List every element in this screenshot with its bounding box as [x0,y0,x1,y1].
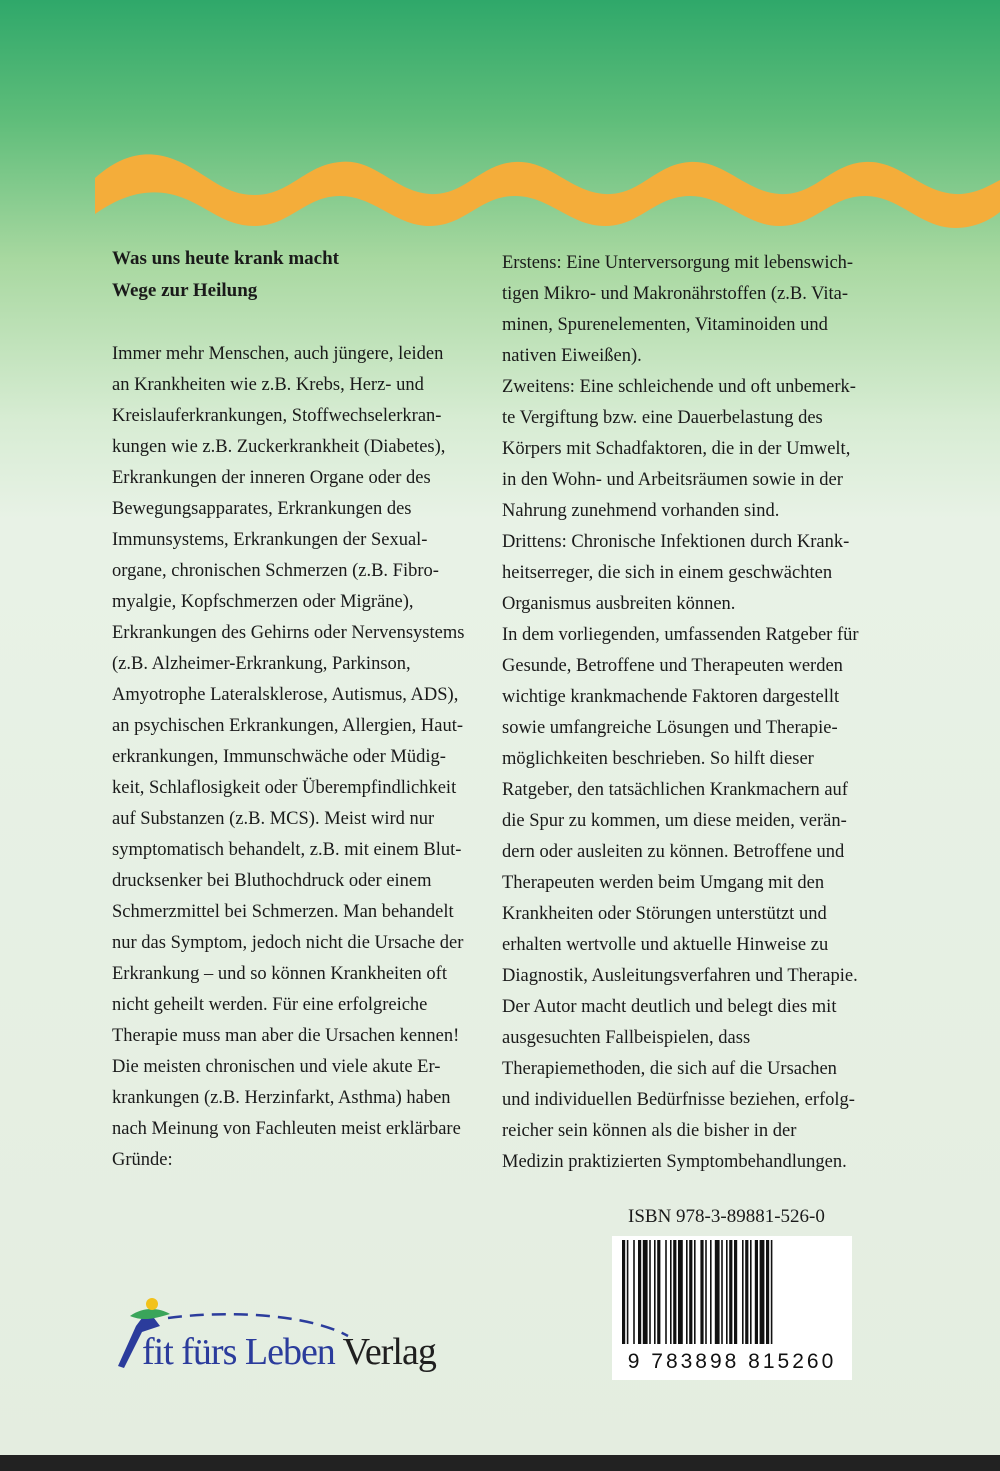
text-line: myalgie, Kopfschmerzen oder Migräne), [112,592,414,612]
orange-wave-band [95,140,1000,230]
barcode-bar [766,1240,769,1344]
text-line: Therapie muss man aber die Ursachen kennen! [112,1026,460,1046]
barcode-bar [686,1240,688,1344]
text-line: die Spur zu kommen, um diese meiden, verän- [502,811,847,831]
barcode-bar [678,1240,683,1344]
barcode-bar [694,1240,696,1344]
barcode-bar [673,1240,676,1344]
text-line: keit, Schlaflosigkeit oder Überempfindlichkeit [112,778,457,798]
text-line: Diagnostik, Ausleitungsverfahren und Therapie. [502,966,858,986]
text-line: Erkrankungen der inneren Organe oder des [112,468,431,488]
isbn-label: ISBN 978-3-89881-526-0 [628,1206,825,1227]
barcode-bar [721,1240,723,1344]
text-line: kungen wie z.B. Zuckerkrankheit (Diabetes), [112,437,446,457]
cover-bottom-edge [0,1455,1000,1471]
text-line: ausgesuchten Fallbeispielen, dass [502,1028,751,1048]
barcode-bar [734,1240,737,1344]
text-line: Erkrankungen des Gehirns oder Nervensystems [112,623,465,643]
text-line: und individuellen Bedürfnisse beziehen, erfolg- [502,1090,855,1110]
barcode-bar [771,1240,773,1344]
text-line: Die meisten chronischen und viele akute Er- [112,1057,441,1077]
barcode-bar [633,1240,635,1344]
text-line: heitserreger, die sich in einem geschwächten [502,563,833,583]
headline-line: Was uns heute krank macht [112,248,339,269]
barcode-bar [726,1240,728,1344]
barcode-bar [638,1240,641,1344]
text-line: auf Substanzen (z.B. MCS). Meist wird nur [112,809,435,829]
barcode-bar [670,1240,672,1344]
text-line: möglichkeiten beschrieben. So hilft dieser [502,749,814,769]
barcode-bar [755,1240,758,1344]
text-line: Drittens: Chronische Infektionen durch Krank- [502,532,850,552]
text-line: Bewegungsapparates, Erkrankungen des [112,499,412,519]
text-line: Kreislauferkrankungen, Stoffwechselerkran- [112,406,442,426]
text-line: Immer mehr Menschen, auch jüngere, leiden [112,344,444,364]
text-line: tigen Mikro- und Makronährstoffen (z.B. Vita- [502,284,849,304]
left-body-text [112,339,484,1176]
spacer [112,307,484,339]
publisher-suffix: Verlag [342,1331,436,1373]
text-line: krankungen (z.B. Herzinfarkt, Asthma) haben [112,1088,451,1108]
text-line: wichtige krankmachende Faktoren dargestellt [502,687,840,707]
text-line: drucksenker bei Bluthochdruck oder einem [112,871,432,891]
barcode-bar [729,1240,732,1344]
text-line: te Vergiftung bzw. eine Dauerbelastung des [502,408,823,428]
text-line: Körpers mit Schadfaktoren, die in der Umwelt, [502,439,851,459]
headline [112,243,484,307]
text-line: in den Wohn- und Arbeitsräumen sowie in der [502,470,843,490]
barcode-digits: 9 783898 815260 [612,1350,852,1374]
text-line: Der Autor macht deutlich und belegt dies mit [502,997,837,1017]
left-text-column [112,243,484,1176]
barcode-bar [665,1240,667,1344]
text-line: an Krankheiten wie z.B. Krebs, Herz- und [112,375,424,395]
wave-shape [95,154,1000,228]
headline-line: Wege zur Heilung [112,280,258,301]
text-line: dern oder ausleiten zu können. Betroffene und [502,842,845,862]
text-line: nach Meinung von Fachleuten meist erklärbare [112,1119,461,1139]
text-line: Erstens: Eine Unterversorgung mit lebenswich- [502,253,854,273]
barcode-bar [627,1240,629,1344]
text-line: minen, Spurenelementen, Vitaminoiden und [502,315,828,335]
barcode-bar [643,1240,648,1344]
text-line: nicht geheilt werden. Für eine erfolgreiche [112,995,428,1015]
text-line: Zweitens: Eine schleichende und oft unbemerk- [502,377,856,397]
text-line: Gründe: [112,1150,173,1170]
text-line: Nahrung zunehmend vorhanden sind. [502,501,780,521]
barcode-bar [654,1240,656,1344]
publisher-brand: fit fürs Leben [142,1331,335,1373]
text-line: Immunsystems, Erkrankungen der Sexual- [112,530,428,550]
barcode-bar [760,1240,765,1344]
barcode-bar [710,1240,712,1344]
text-line: Therapiemethoden, die sich auf die Ursachen [502,1059,837,1079]
text-line: symptomatisch behandelt, z.B. mit einem Blut- [112,840,462,860]
text-line: Krankheiten oder Störungen unterstützt und [502,904,827,924]
barcode-bar [649,1240,651,1344]
text-line: (z.B. Alzheimer-Erkrankung, Parkinson, [112,654,411,674]
barcode-bar [745,1240,748,1344]
barcode-bar [657,1240,660,1344]
barcode-bar [622,1240,625,1344]
barcode-bar [742,1240,744,1344]
barcode-bar [715,1240,720,1344]
text-line: Ratgeber, den tatsächlichen Krankmachern auf [502,780,848,800]
text-line: erhalten wertvolle und aktuelle Hinweise zu [502,935,829,955]
text-line: Therapeuten werden beim Umgang mit den [502,873,825,893]
text-line: Erkrankung – und so können Krankheiten oft [112,964,447,984]
barcode-bar [689,1240,692,1344]
right-body-text [502,248,880,1178]
text-line: an psychischen Erkrankungen, Allergien, Haut- [112,716,464,736]
text-line: Schmerzmittel bei Schmerzen. Man behandelt [112,902,454,922]
text-line: nativen Eiweißen). [502,346,642,366]
text-line: Amyotrophe Lateralsklerose, Autismus, ADS), [112,685,459,705]
text-line: Medizin praktizierten Symptombehandlungen. [502,1152,847,1172]
text-line: Gesunde, Betroffene und Therapeuten werden [502,656,843,676]
logo-sun-icon [146,1298,158,1310]
barcode-bar [705,1240,707,1344]
text-line: reicher sein können als die bisher in der [502,1121,797,1141]
text-line: organe, chronischen Schmerzen (z.B. Fibro- [112,561,439,581]
publisher-name [142,1330,436,1374]
barcode-bar [700,1240,703,1344]
barcode-bar [750,1240,752,1344]
right-text-column [502,248,880,1178]
text-line: Organismus ausbreiten können. [502,594,736,614]
text-line: sowie umfangreiche Lösungen und Therapie- [502,718,838,738]
text-line: erkrankungen, Immunschwäche oder Müdig- [112,747,446,767]
text-line: In dem vorliegenden, umfassenden Ratgeber für [502,625,859,645]
text-line: nur das Symptom, jedoch nicht die Ursache der [112,933,464,953]
logo-leaf-icon [130,1309,170,1319]
